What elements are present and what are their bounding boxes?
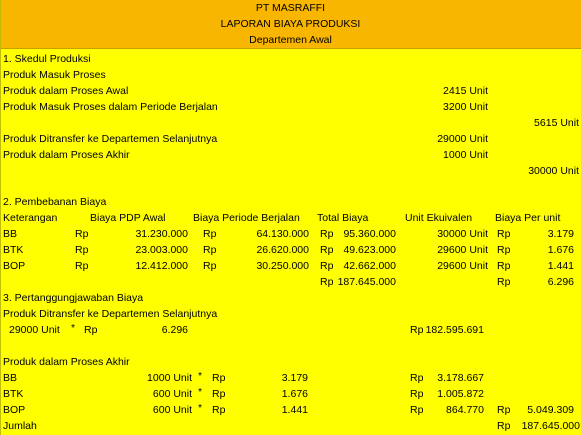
- ptj-btk-qty: 600 Unit: [152, 388, 192, 400]
- row-bb-unit: 30000 Unit: [437, 228, 488, 240]
- jumlah-label: Jumlah: [3, 420, 37, 432]
- ptj-ditransfer-rp: Rp: [84, 324, 98, 336]
- ptj-bop-qty: 600 Unit: [152, 404, 192, 416]
- row-bop-rp4: Rp: [497, 260, 511, 272]
- jumlah-rp: Rp: [497, 420, 511, 432]
- ptj-bb-name: BB: [3, 372, 18, 384]
- row-btk-per-unit: 1.676: [547, 244, 574, 256]
- per-unit-total-rp: Rp: [497, 276, 511, 288]
- section-pembebanan-title: 2. Pembebanan Biaya: [3, 196, 107, 208]
- row-bb-rp1: Rp: [75, 228, 89, 240]
- ptj-ditransfer-op: *: [71, 322, 76, 334]
- ptj-ditransfer-label: Produk Ditransfer ke Departemen Selanjutnya: [3, 308, 218, 320]
- row-bb-rp3: Rp: [320, 228, 334, 240]
- per-unit-total-value: 6.296: [547, 276, 574, 288]
- report-title: LAPORAN BIAYA PRODUKSI: [220, 18, 361, 30]
- ptj-btk-amount: 1.005.872: [437, 388, 484, 400]
- ptj-akhir-label: Produk dalam Proses Akhir: [3, 356, 130, 368]
- ptj-bb-amount: 3.178.667: [437, 372, 484, 384]
- row-btk-periode: 26.620.000: [256, 244, 309, 256]
- row-bop-total: 42.662.000: [343, 260, 396, 272]
- col-header-per-unit: Biaya Per unit: [495, 212, 561, 224]
- col-header-unit: Unit Ekuivalen: [405, 212, 473, 224]
- ptj-bop-amount: 864.770: [446, 404, 484, 416]
- ptj-ditransfer-total: 182.595.691: [425, 324, 484, 336]
- ptj-ditransfer-qty: 29000 Unit: [9, 324, 60, 336]
- ptj-bop-name: BOP: [3, 404, 26, 416]
- ptj-bop-rp2: Rp: [410, 404, 424, 416]
- masuk-berjalan-label: Produk Masuk Proses dalam Periode Berjalan: [3, 101, 218, 113]
- ptj-bop-op: *: [198, 402, 203, 414]
- pdp-awal-label: Produk dalam Proses Awal: [3, 85, 129, 97]
- row-btk-total: 49.623.000: [343, 244, 396, 256]
- ptj-btk-rp: Rp: [212, 388, 226, 400]
- ptj-bb-rp: Rp: [212, 372, 226, 384]
- pdp-akhir-value: 1000 Unit: [443, 149, 488, 161]
- ptj-akhir-sum-rp: Rp: [497, 404, 511, 416]
- row-bop-pdp: 12.412.000: [135, 260, 188, 272]
- masuk-berjalan-value: 3200 Unit: [443, 101, 488, 113]
- row-bop-rp1: Rp: [75, 260, 89, 272]
- ptj-bb-qty: 1000 Unit: [147, 372, 192, 384]
- row-bop-name: BOP: [3, 260, 26, 272]
- ptj-ditransfer-cost: 6.296: [161, 324, 188, 336]
- row-bb-rp2: Rp: [203, 228, 217, 240]
- row-btk-rp2: Rp: [203, 244, 217, 256]
- col-header-keterangan: Keterangan: [3, 212, 58, 224]
- spreadsheet-body: [0, 49, 581, 435]
- row-btk-name: BTK: [3, 244, 24, 256]
- section-pertanggungjawaban-title: 3. Pertanggungjawaban Biaya: [3, 292, 144, 304]
- ditransfer-label: Produk Ditransfer ke Departemen Selanjutnya: [3, 133, 218, 145]
- pembebanan-total-rp: Rp: [320, 276, 334, 288]
- row-bop-periode: 30.250.000: [256, 260, 309, 272]
- ptj-btk-rp2: Rp: [410, 388, 424, 400]
- row-btk-pdp: 23.003.000: [135, 244, 188, 256]
- ptj-bb-rp2: Rp: [410, 372, 424, 384]
- department-name: Departemen Awal: [249, 34, 332, 46]
- masuk-proses-label: Produk Masuk Proses: [3, 69, 106, 81]
- row-btk-unit: 29600 Unit: [437, 244, 488, 256]
- ptj-btk-name: BTK: [3, 388, 24, 400]
- row-bop-unit: 29600 Unit: [437, 260, 488, 272]
- pdp-akhir-label: Produk dalam Proses Akhir: [3, 149, 130, 161]
- ptj-bb-op: *: [198, 370, 203, 382]
- row-bb-total: 95.360.000: [343, 228, 396, 240]
- ptj-btk-op: *: [198, 386, 203, 398]
- row-bb-periode: 64.130.000: [256, 228, 309, 240]
- row-bb-pdp: 31.230.000: [135, 228, 188, 240]
- ptj-akhir-sum: 5.049.309: [527, 404, 574, 416]
- row-bb-per-unit: 3.179: [547, 228, 574, 240]
- ditransfer-value: 29000 Unit: [437, 133, 488, 145]
- row-bop-per-unit: 1.441: [547, 260, 574, 272]
- ptj-btk-cost: 1.676: [281, 388, 308, 400]
- masuk-subtotal: 5615 Unit: [534, 117, 579, 129]
- row-bop-rp2: Rp: [203, 260, 217, 272]
- ptj-bop-cost: 1.441: [281, 404, 308, 416]
- company-name: PT MASRAFFI: [255, 2, 326, 14]
- row-bb-name: BB: [3, 228, 18, 240]
- ptj-bb-cost: 3.179: [281, 372, 308, 384]
- skedul-total: 30000 Unit: [528, 165, 579, 177]
- section-skedul-title: 1. Skedul Produksi: [3, 53, 91, 65]
- col-header-pdp-awal: Biaya PDP Awal: [90, 212, 166, 224]
- col-header-periode: Biaya Periode Berjalan: [193, 212, 300, 224]
- jumlah-value: 187.645.000: [521, 420, 580, 432]
- pembebanan-total-value: 187.645.000: [337, 276, 396, 288]
- pdp-awal-value: 2415 Unit: [443, 85, 488, 97]
- ptj-ditransfer-total-rp: Rp: [410, 324, 424, 336]
- row-btk-rp3: Rp: [320, 244, 334, 256]
- ptj-bop-rp: Rp: [212, 404, 226, 416]
- left-edge-divider: [0, 0, 1, 435]
- col-header-total: Total Biaya: [317, 212, 369, 224]
- row-btk-rp4: Rp: [497, 244, 511, 256]
- row-bb-rp4: Rp: [497, 228, 511, 240]
- row-btk-rp1: Rp: [75, 244, 89, 256]
- report-header: [0, 0, 581, 49]
- row-bop-rp3: Rp: [320, 260, 334, 272]
